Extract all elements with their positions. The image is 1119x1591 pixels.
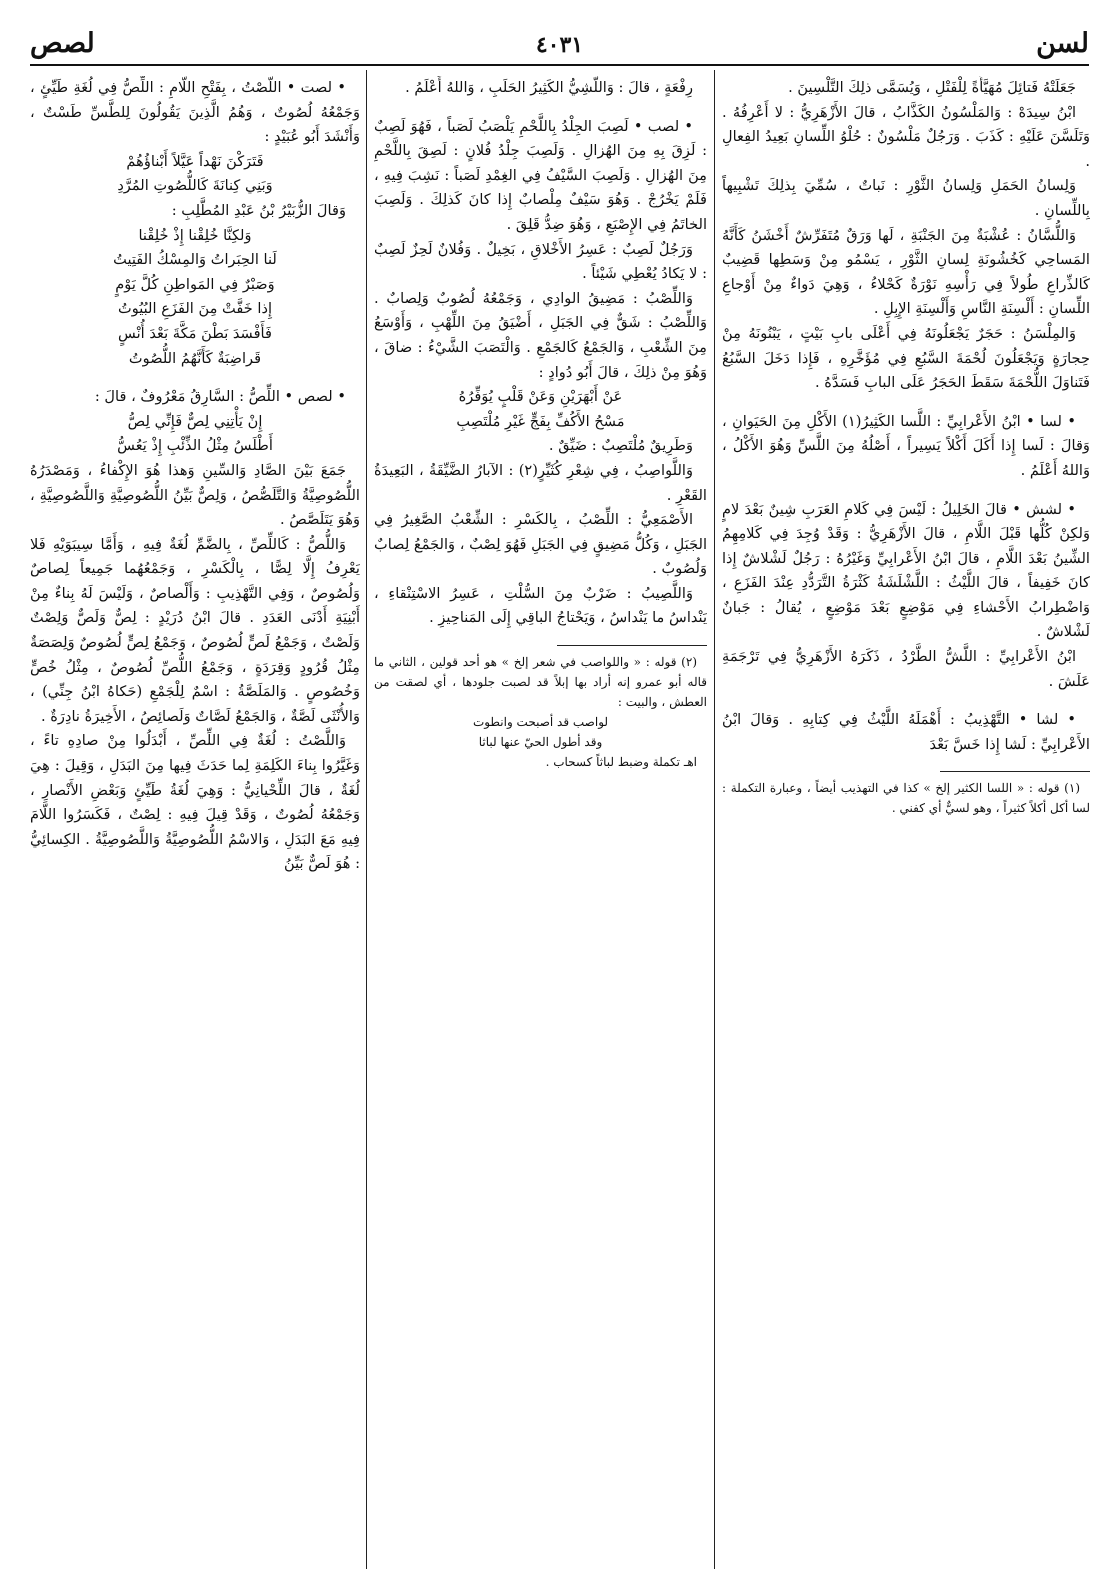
verse-line: مَسْحُ الأَكُفِّ بِفَجٍّ غَيْرِ مُلْتَصِبِ bbox=[456, 412, 625, 430]
verse-line: أَطْلَسُ مِثْلُ الذِّئْبِ إِذْ يَعُسُّ bbox=[117, 437, 273, 455]
footnote-verse: لواصب قد أصبحت وانطوت bbox=[472, 715, 609, 730]
paragraph: الأَصْمَعِيُّ : اللِّصْبُ ، بِالكَسْرِ : الشِّعْبُ الصَّغِيرُ فِي الجَبَلِ ، وَكُلُّ مَضِيقٍ فِي الجَبَلِ فَهُوَ لِصْبٌ ، وَالجَمْعُ لِصابٌ وَلُصُوبٌ . bbox=[374, 511, 707, 578]
verse-line: لَنا الحِبَراتُ وَالمِسْكُ الفَتِيتُ bbox=[113, 251, 277, 269]
footnote: اهـ تكملة وضبط لباثاً كسحاب . bbox=[545, 755, 697, 770]
right-column bbox=[722, 76, 1090, 1576]
paragraph: وَاللَّواصِبُ ، فِي شِعْرِ كُثَيِّرٍ(٢) : الآبارُ الضَّيِّقَةُ ، البَعِيدَةُ القَعْرِ . bbox=[374, 461, 707, 504]
verse-line: قَراضِبَةٌ كَأَنَّهُمُ اللُّصُوتُ bbox=[128, 349, 262, 367]
left-column bbox=[30, 76, 360, 1576]
footnote-rule bbox=[557, 645, 707, 646]
verse-line: إِذا خَفَّتْ مِنَ الفَزَعِ البُيُوتُ bbox=[117, 300, 273, 318]
paragraph: وَاللُّصُّ : كَاللِّصِّ ، بِالضَّمِّ لُغَةٌ فِيهِ ، وَأَمَّا سِيبَوَيْهِ فَلا يَعْرِفُ إِلَّا لِصًّا ، بِالْكَسْرِ ، وَجَمْعُهُما جَمِيعاً لِصاصٌ وَلُصُوصٌ ، وَفِي التَّهْذِيبِ : وَأَلْصاصٌ ، وَلَيْسَ لَهُ بِناءٌ مِنْ أَبْنِيَةِ أَدْنَى العَدَدِ . قالَ ابْنُ دُرَيْدٍ : لِصٌّ وَلَصٌّ وَلِصْتٌ وَلَصْتٌ ، وَجَمْعُ لَصٍّ لُصُوصٌ ، وَجَمْعُ لِصٍّ لُصُوصٌ وَلِصَصَةٌ مِثْلُ قُرُودٍ وَقِرَدَةٍ ، وَجَمْعُ اللُّصِّ لُصُوصٌ ، مِثْلُ خُصٍّ وَخُصُوصٍ . وَالمَلَصَّةُ : اسْمٌ لِلْجَمْعِ (حَكاهُ ابْنُ جِنِّي) ، وَالأُنْثَى لَصَّةٌ ، وَالجَمْعُ لَصَّاتٌ وَلَصائِصُ ، الأَخِيرَةُ نادِرَةٌ . bbox=[30, 535, 360, 725]
paragraph: وَاللُّسَّانُ : عُشْبَةٌ مِنَ الجَنْبَةِ ، لَها وَرَقٌ مُتَفَرِّشٌ أَخْشَنُ كَأَنَّهُ المَساحِي كَخُشُونَةِ لِسانِ الثَّوْرِ ، يَسْمُو مِنْ وَسَطِها قَضِيبٌ كَالذِّراعِ طُولاً فِي رَأْسِهِ نَوْرَةٌ كَحْلاءُ ، وَهِيَ دَواءٌ مِنْ أَوْجاعِ اللِّسانِ : أَلْسِنَةِ النَّاسِ وَأَلْسِنَةِ الإِبِلِ . bbox=[722, 226, 1090, 318]
verse-line: إِنْ يَأْتِنِي لِصٌّ فَإِنِّي لِصُّ bbox=[127, 412, 263, 430]
header-rule bbox=[30, 64, 1089, 66]
paragraph: وَاللَّصْتُ : لُغَةٌ فِي اللِّصِّ ، أَبْدَلُوا مِنْ صادِهِ تاءً ، وَغَيَّرُوا بِناءَ الكَلِمَةِ لِما حَدَثَ فِيها مِنَ البَدَلِ ، وَقِيلَ : هِيَ لُغَةٌ ، قالَ اللِّحْيانِيُّ : وَهِيَ لُغَةُ طَيِّئٍ وَبَعْضِ الأَنْصارِ ، وَجَمْعُهُ لُصُوتٌ ، وَقَدْ قِيلَ فِيهِ : لِصْتٌ ، فَكَسَرُوا اللَّامَ فِيهِ مَعَ البَدَلِ ، وَالاسْمُ اللُّصُوصِيَّةُ وَاللَّصُوصِيَّةُ . الكِسائِيُّ : هُوَ لَصٌّ بَيِّنُ bbox=[30, 732, 360, 873]
column-divider bbox=[714, 70, 715, 1569]
verse-line: وَصَبْرٌ فِي المَواطِنِ كُلَّ يَوْمٍ bbox=[115, 275, 275, 293]
header-root-left: لصص bbox=[30, 28, 95, 59]
paragraph: جَمَعَ بَيْنَ الصَّادِ وَالسِّينِ وَهذا هُوَ الإِكْفاءُ ، وَمَصْدَرُهُ اللُّصُوصِيَّةُ وَالتَّلَصُّصُ ، وَلِصٌّ بَيِّنُ اللُّصُوصِيَّةِ وَاللَّصُوصِيَّةِ ، وَهُوَ يَتَلَصَّصُ . bbox=[30, 461, 360, 529]
page-number: ٤٠٣١ bbox=[535, 32, 584, 58]
middle-column bbox=[374, 76, 707, 1576]
paragraph: جَعَلَتْهُ فَتائِلَ مُهَيَّأَةً لِلْفَتْلِ ، وَيُسَمَّى ذلِكَ التَّلْسِينَ . bbox=[788, 79, 1076, 96]
paragraph: وَقالَ الزُّبَيْرُ بْنُ عَبْدِ المُطَّلِبِ : bbox=[171, 201, 346, 219]
verse-line: وَلكِنَّا خُلِقْنا إِذْ خُلِقْنا bbox=[138, 226, 252, 244]
paragraph: وَالمِلْسَنُ : حَجَرٌ يَجْعَلُونَهُ فِي أَعْلَى بابِ بَيْتٍ ، يَبْنُونَهُ مِنْ حِجارَةٍ وَيَجْعَلُونَ لُحْمَةَ السَّبُعِ فِي مُؤَخَّرِهِ ، فَإِذا دَخَلَ السَّبُعُ فَتَناوَلَ اللُّحْمَةَ سَقَطَ الحَجَرُ عَلَى البابِ فَسَدَّهُ . bbox=[722, 324, 1090, 392]
entry-lashsh: • لشش • قالَ الخَلِيلُ : لَيْسَ فِي كَلامِ العَرَبِ شِينٌ بَعْدَ لامٍ وَلكِنْ كُلُّها قَبْلَ اللَّامِ ، قالَ الأَزْهَرِيُّ : وَقَدْ وُجِدَ فِي كَلامِهِمُ الشِّينُ بَعْدَ اللَّامِ ، قالَ ابْنُ الأَعْرابِيِّ وَغَيْرُهُ : رَجُلٌ لَشْلاشٌ إِذا كانَ خَفِيفاً ، قالَ اللَّيْثُ : اللَّشْلَشَةُ كَثْرَةُ التَّرَدُّدِ عِنْدَ الفَزَعِ ، وَاضْطِرابُ الأَحْشاءِ فِي مَوْضِعٍ بَعْدَ مَوْضِعٍ ، يُقالُ : جَبانٌ لَشْلاشٌ . bbox=[722, 500, 1090, 641]
paragraph: ابْنُ سِيدَهْ : وَالمَلْسُونُ الكَذَّابُ ، قالَ الأَزْهَرِيُّ : لا أَعْرِفُهُ . وَتَلَسَّنَ عَلَيْهِ : كَذَبَ . وَرَجُلٌ مَلْسُونٌ : حُلْوُ اللِّسانِ بَعِيدُ الفِعالِ . bbox=[722, 103, 1090, 170]
paragraph: وَاللَّصِيبُ : ضَرْبٌ مِنَ السُّلْتِ ، عَسِرُ الاسْتِنْقاءِ ، يَنْداسُ ما يَنْداسُ ، وَيَحْتاجُ الباقِي إِلَى المَناحِيزِ . bbox=[374, 584, 707, 627]
paragraph: رِفْعَةٍ ، قالَ : وَاللَّشِيُّ الكَثِيرُ الحَلَبِ ، وَاللهُ أَعْلَمُ . bbox=[405, 79, 693, 96]
header-root-right: لسن bbox=[1036, 28, 1089, 59]
column-divider bbox=[366, 70, 367, 1569]
footnote: (٢) قوله : « واللواصب في شعر إلخ » هو أحد قولين ، الثاني ما قاله أبو عمرو إنه أراد بها إبلاً قد لصبت جلودها ، أي لصقت من العطش ، والبيت : bbox=[374, 655, 707, 710]
verse-line: فَأَفْسَدَ بَطْنَ مَكَّةَ بَعْدَ أُنْسٍ bbox=[118, 324, 272, 342]
entry-lasha: • لشا • التَّهْذِيبُ : أَهْمَلَهُ اللَّيْثُ فِي كِتابِهِ . وَقالَ ابْنُ الأَعْرابِيِّ : لَشا إِذا خَسَّ بَعْدَ bbox=[722, 711, 1090, 753]
verse-line: عَنْ أَبْهَرَيْنِ وَعَنْ قَلْبٍ يُوَفِّرُهُ bbox=[458, 388, 623, 406]
paragraph: ابْنُ الأَعْرابِيِّ : اللَّشُّ الطَّرْدُ ، ذَكَرَهُ الأَزْهَرِيُّ فِي تَرْجَمَةِ عَلَشَ . bbox=[722, 648, 1090, 690]
entry-lasab: • لصب • لَصِبَ الجِلْدُ بِاللَّحْمِ يَلْصَبُ لَصَباً ، فَهُوَ لَصِبٌ : لَزِقَ بِهِ مِنَ الهُزالِ . وَلَصِبَ جِلْدُ فُلانٍ : لَصِقَ بِاللَّحْمِ مِنَ الهُزالِ . وَلَصِبَ السَّيْفُ فِي الغِمْدِ لَصَباً : نَشِبَ فِيهِ ، فَلَمْ يَخْرُجْ . وَهُوَ سَيْفٌ مِلْصابٌ إِذا كانَ كَذلِكَ . وَلَصِبَ الخاتَمُ فِي الإِصْبَعِ ، وَهُوَ ضِدُّ قَلِقَ . bbox=[374, 117, 707, 233]
footnote-rule bbox=[940, 771, 1090, 772]
footnote: (١) قوله : « اللسا الكثير إلخ » كذا في التهذيب أيضاً ، وعبارة التكملة : لسا أكل أكلاً كثيراً ، وهو لسيٌّ أي كفني . bbox=[722, 781, 1090, 816]
page-header bbox=[30, 22, 1089, 66]
paragraph: وَاللِّصْبُ : مَضِيقُ الوادِي ، وَجَمْعُهُ لُصُوبٌ وَلِصابٌ . وَاللِّصْبُ : شَقٌّ فِي الجَبَلِ ، أَضْيَقُ مِنَ اللِّهْبِ ، وَأَوْسَعُ مِنَ الشِّعْبِ ، وَالجَمْعُ كَالجَمْعِ . وَالْتَصَبَ الشَّيْءُ : ضاقَ ، وَهُوَ مِنْ ذلِكَ ، قالَ أَبُو دُوادٍ : bbox=[374, 289, 707, 381]
paragraph: وَرَجُلٌ لَصِبٌ : عَسِرُ الأَخْلاقِ ، بَخِيلٌ . وَفُلانٌ لَحِزٌ لَصِبٌ : لا يَكادُ يُعْطِي شَيْئاً . bbox=[374, 240, 707, 283]
entry-lasa: • لسا • ابْنُ الأَعْرابِيِّ : اللَّسا الكَثِيرُ(١) الأَكْلِ مِنَ الحَيَوانِ ، وَقالَ : لَسا إِذا أَكَلَ أَكْلاً يَسِيراً ، أَصْلُهُ مِنَ اللَّسِّ وَهُوَ الأَكْلُ ، وَاللهُ أَعْلَمُ . bbox=[722, 412, 1090, 479]
paragraph: وَطَرِيقٌ مُلْتَصِبٌ : ضَيِّقٌ . bbox=[548, 437, 693, 455]
entry-lasas: • لصص • اللِّصُّ : السَّارِقُ مَعْرُوفٌ ، قالَ : bbox=[94, 388, 346, 406]
entry-lasat: • لصت • اللَّصْتُ ، بِفَتْحِ اللَّامِ : اللِّصُّ فِي لُغَةِ طَيِّئٍ ، وَجَمْعُهُ لُصُوتٌ ، وَهُمُ الَّذِينَ يَقُولُونَ لِلطَّسِّ طَسْتٌ ، وَأَنْشَدَ أَبُو عُبَيْدٍ : bbox=[30, 79, 360, 146]
paragraph: وَلِسانُ الحَمَلِ وَلِسانُ الثَّوْرِ : نَباتٌ ، سُمِّيَ بِذلِكَ تَشْبِيهاً بِاللِّسانِ . bbox=[722, 177, 1090, 219]
verse-line: وَبَنِي كِنانَةَ كَاللُّصُوتِ المُرَّدِ bbox=[117, 177, 273, 195]
footnote-verse: وقد أطول الحيّ عنها لباثا bbox=[478, 735, 603, 750]
verse-line: فَتَرَكْنَ نَهْداً عَيَّلاً أَبْناؤُهُمْ bbox=[126, 152, 264, 170]
